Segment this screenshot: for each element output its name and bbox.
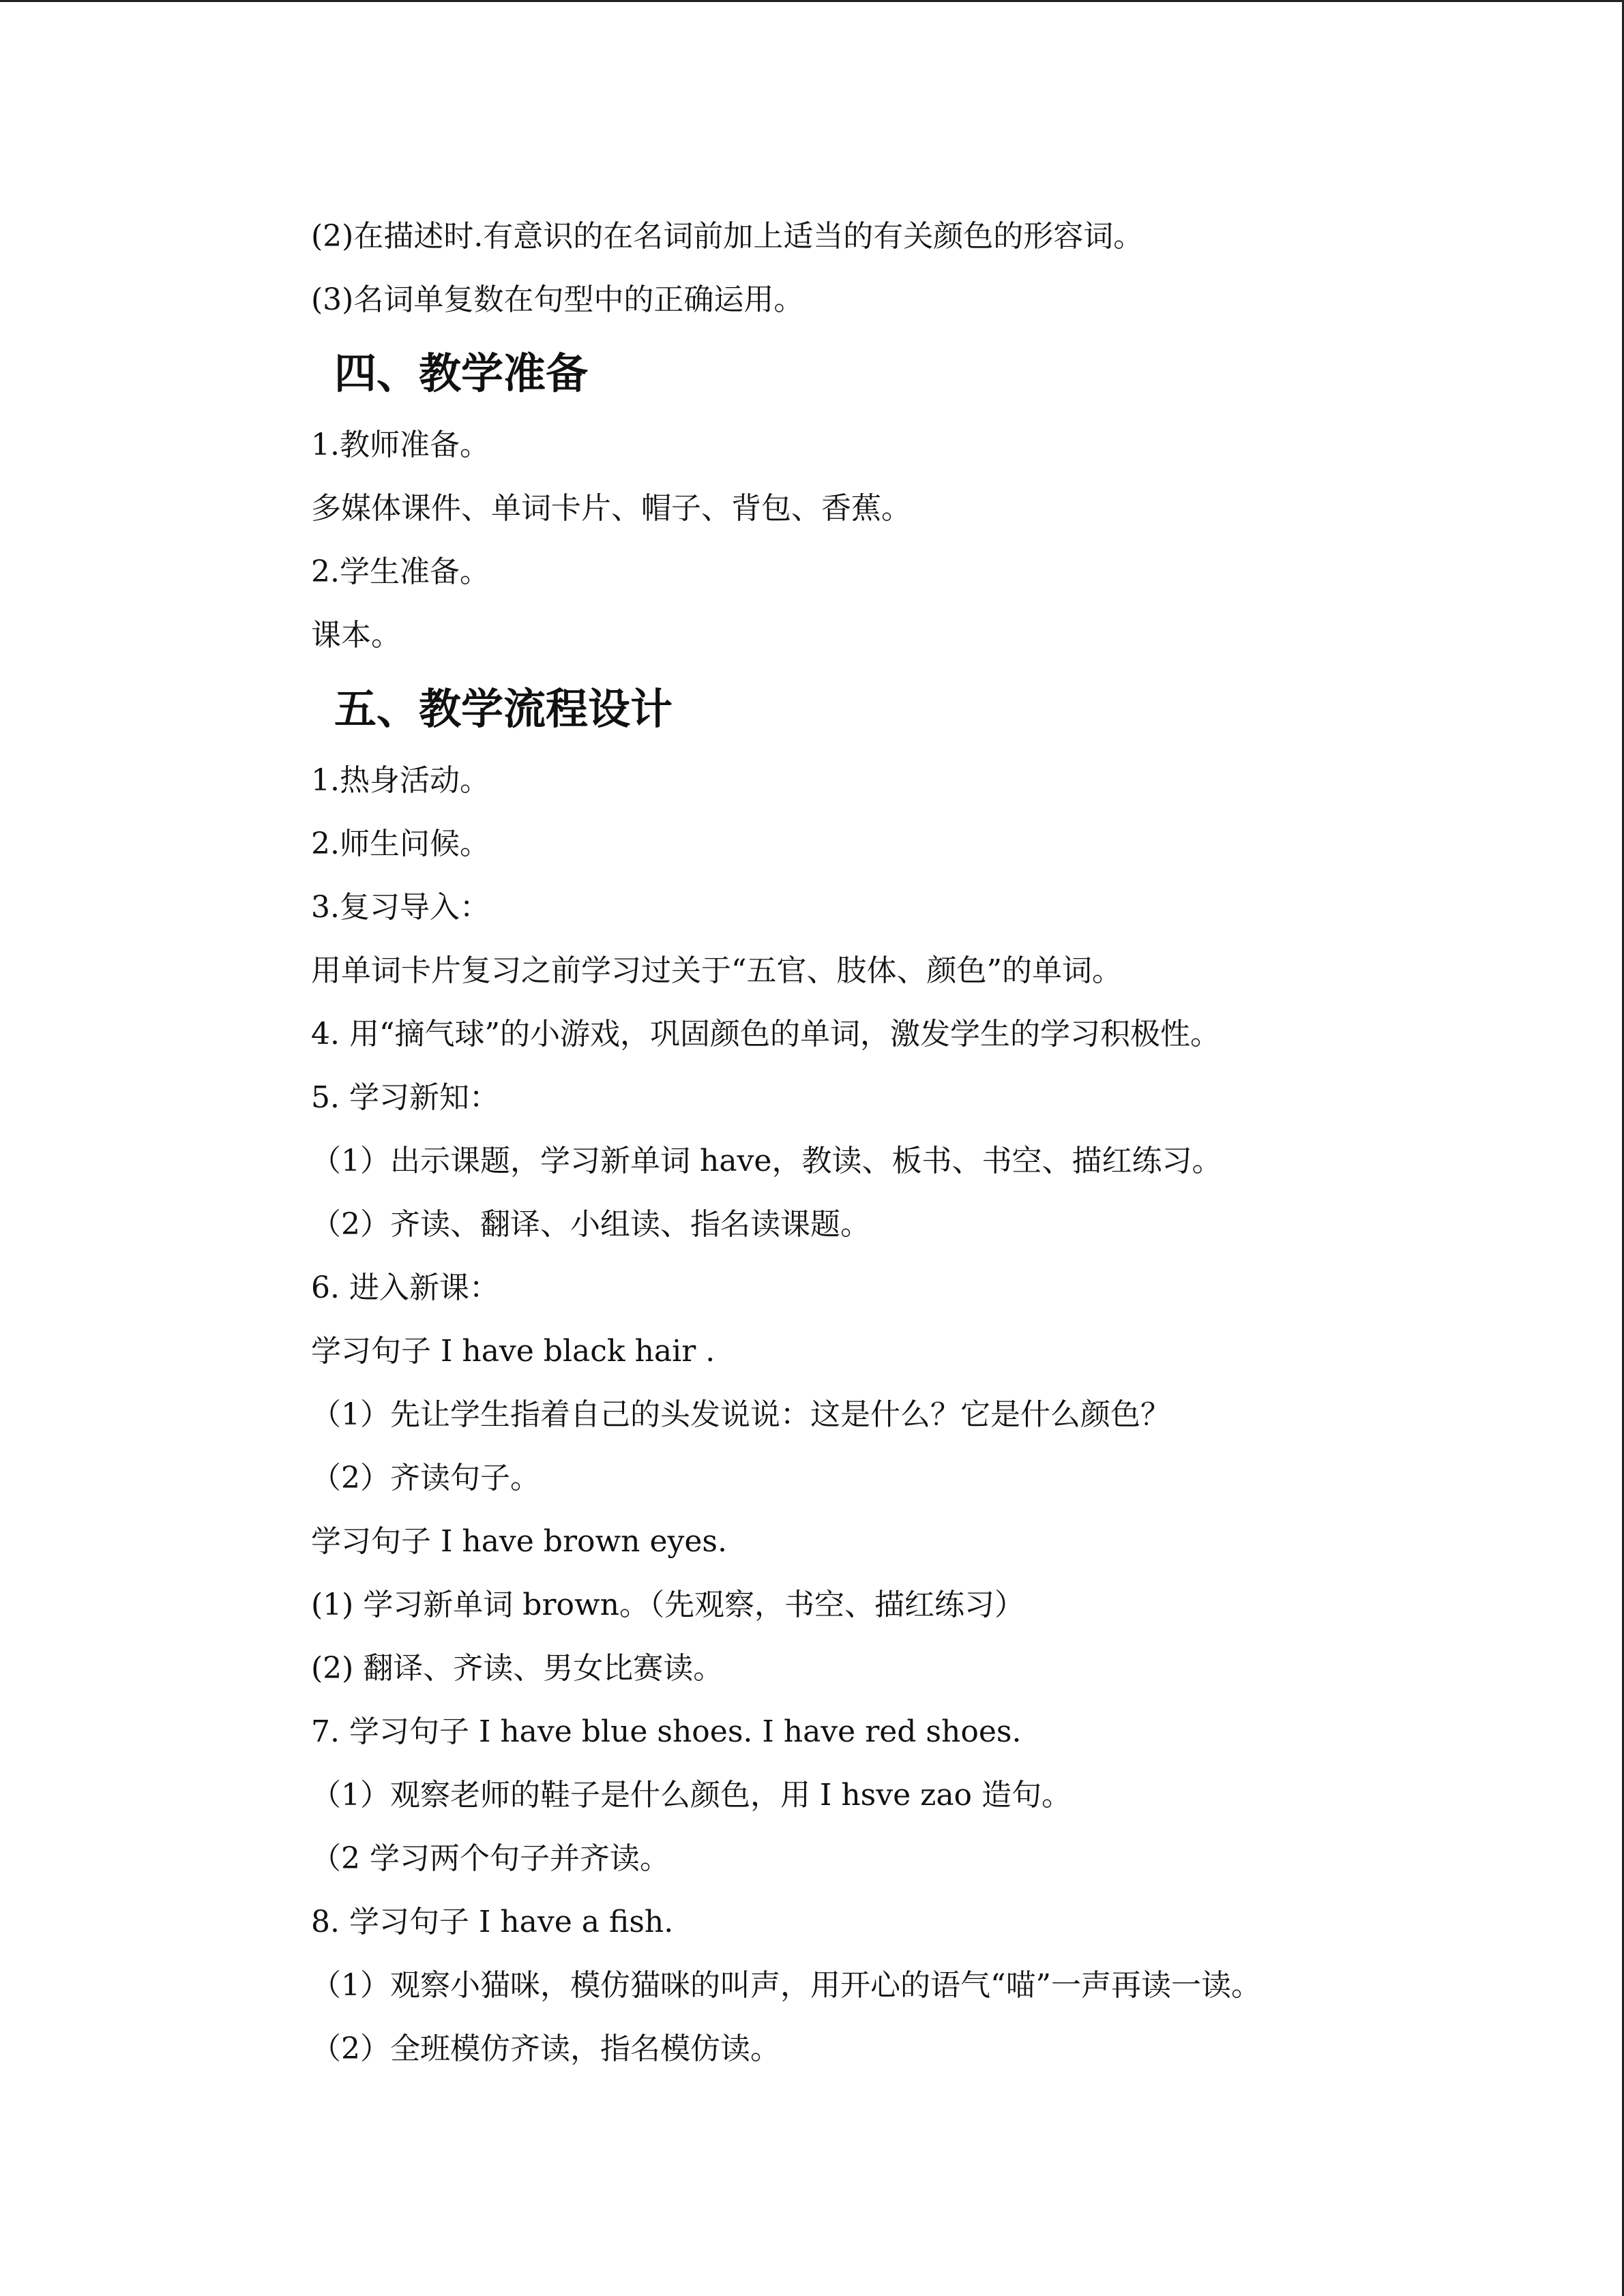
- paragraph-line: （2 学习两个句子并齐读。: [311, 1841, 670, 1876]
- paragraph-line: 学习句子 I have brown eyes.: [311, 1524, 727, 1559]
- paragraph-line: 课本。: [311, 618, 401, 653]
- paragraph-line: 1.热身活动。: [311, 763, 490, 798]
- paragraph-line: 5. 学习新知：: [311, 1080, 499, 1115]
- paragraph-line: （1）出示课题，学习新单词 have，教读、板书、书空、描红练习。: [311, 1144, 1222, 1178]
- paragraph-line: 学习句子 I have black hair .: [311, 1334, 715, 1369]
- paragraph-line: （1）观察小猫咪，模仿猫咪的叫声，用开心的语气“喵”一声再读一读。: [311, 1968, 1261, 2003]
- paragraph-line: 用单词卡片复习之前学习过关于“五官、肢体、颜色”的单词。: [311, 953, 1122, 988]
- paragraph-line: 2.师生问候。: [311, 826, 490, 861]
- document-body: [311, 205, 1484, 2081]
- paragraph-line: 8. 学习句子 I have a fish.: [311, 1905, 674, 1939]
- paragraph-line: （2）齐读、翻译、小组读、指名读课题。: [311, 1207, 870, 1242]
- paragraph-line: （2）齐读句子。: [311, 1461, 540, 1495]
- paragraph-line: 多媒体课件、单词卡片、帽子、背包、香蕉。: [311, 491, 911, 526]
- paragraph-line: (3)名词单复数在句型中的正确运用。: [311, 282, 804, 317]
- paragraph-line: 6. 进入新课：: [311, 1270, 499, 1305]
- section-heading: 五、教学流程设计: [334, 684, 673, 734]
- paragraph-line: (1) 学习新单词 brown。（先观察，书空、描红练习）: [311, 1587, 1024, 1622]
- section-heading: 四、教学准备: [334, 348, 589, 398]
- paragraph-line: 4. 用“摘气球”的小游戏，巩固颜色的单词，激发学生的学习积极性。: [311, 1017, 1220, 1052]
- page-top-border: [0, 0, 1624, 2]
- paragraph-line: 7. 学习句子 I have blue shoes. I have red shoes.: [311, 1714, 1022, 1749]
- paragraph-line: （2）全班模仿齐读，指名模仿读。: [311, 2031, 780, 2066]
- paragraph-line: （1）先让学生指着自己的头发说说：这是什么？它是什么颜色？: [311, 1397, 1170, 1432]
- paragraph-line: 2.学生准备。: [311, 554, 490, 589]
- paragraph-line: 3.复习导入：: [311, 890, 490, 925]
- paragraph-line: (2) 翻译、齐读、男女比赛读。: [311, 1651, 724, 1686]
- paragraph-line: （1）观察老师的鞋子是什么颜色，用 I hsve zao 造句。: [311, 1778, 1072, 1813]
- paragraph-line: 1.教师准备。: [311, 428, 490, 462]
- paragraph-line: (2)在描述时.有意识的在名词前加上适当的有关颜色的形容词。: [311, 219, 1144, 254]
